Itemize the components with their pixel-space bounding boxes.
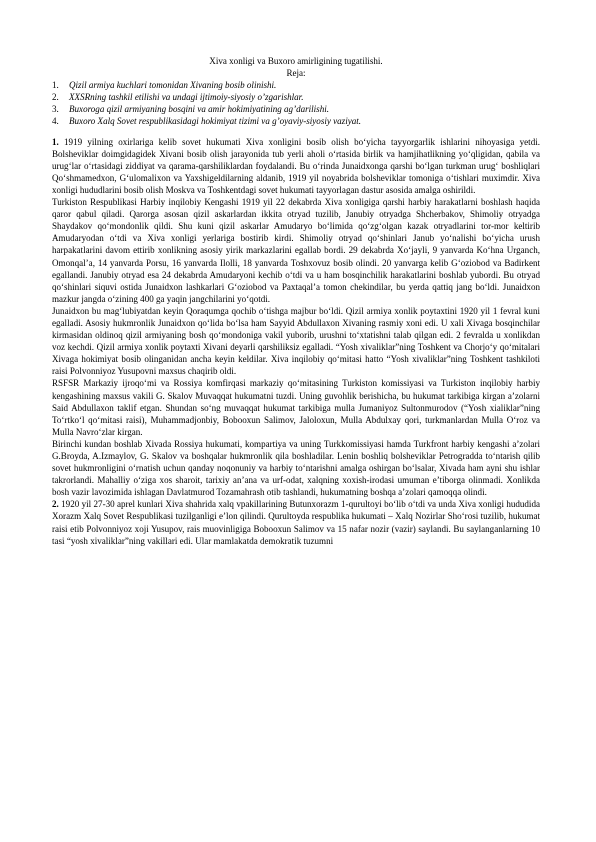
body-paragraph [52,438,540,498]
plan-item-text: Buxoro Xalq Sovet respublikasidagi hokimiyat tizimi va g’oyaviy-siyosiy vaziyat. [69,116,362,127]
plan-item-number: 3. [52,104,59,115]
paragraph-text: 1920 yil 27-30 aprel kunlari Xiva shahrida xalq vpakillarining Butunxorazm 1-qurultoyi bo‘lib o‘tdi va unda Xiva xonligi hududida Xorazm Xalq Sovet Respublikasi tuzilganligi e’lon qilindi. Qurultoyda respublika hukumati – Xalq Nozirlar Sho‘rosi tuzilib, hukumat raisi etib Polvonniyoz xoji Yusupov, rais muovinligiga Bobooxun Salimov va 15 nafar nozir (vazir) saylandi. Bu saylanganlarning 10 tasi “yosh xivaliklar”ning vakillari edi. Ular mamlakatda demokratik tuzumni [52,499,540,546]
plan-item-number: 2. [52,92,59,103]
plan-item [52,79,540,91]
section-number: 2. [52,499,59,510]
plan-list [52,79,540,127]
body-paragraph [52,305,540,378]
document-page [52,55,540,547]
body-paragraph [52,196,540,305]
plan-item [52,115,540,127]
plan-item-text: Qizil armiya kuchlari tomonidan Xivaning bosib olinishi. [69,80,277,91]
plan-item [52,91,540,103]
paragraph-text: RSFSR Markaziy ijroqo‘mi va Rossiya komfirqasi markaziy qo‘mitasining Turkiston komissiyasi va Turkiston inqilobiy harbiy kengashining maxsus vakili G. Skalov Muvaqqat hukumatni tuzdi. Uning guvohlik berishicha, bu hukumat tarkibiga kirgan a’zolarni Said Abdullaxon taklif etgan. Shundan so‘ng muvaqqat hukumat tarkibiga mulla Jumaniyoz Sultonmurodov (“Yosh xialiklar”ning To‘rtko‘l qo‘mitasi raisi), Muhammadjonbiy, Bobooxun Salimov, Jaloloxun, Mulla Abdulxay qori, turkmanlardan Mulla O‘roz va Mulla Navro‘zlar kirgan. [52,378,540,437]
plan-item-text: XXSRning tashkil etilishi va undagi ijtimoiy-siyosiy o’zgarishlar. [69,92,304,103]
paragraph-text: Birinchi kundan boshlab Xivada Rossiya hukumati, kompartiya va uning Turkkomissiyasi hamda Turkfront harbiy kengashi a’zolari G.Broyda, A.Izmaylov, G. Skalov va boshqalar hukmronlik qila boshladilar. Lenin boshliq bolsheviklar Petrogradda to‘ntarish qilib sovet hukmronligini o‘rnatish uchun qanday noqonuniy va harbiy to‘ntarishni amalga oshirgan bo‘lsalar, Xivada ham ayni shu ishlar takrorlandi. Mahalliy o‘ziga xos sharoit, tarixiy an’ana va urf-odat, xalqning xoxish-irodasi umuman e’tiborga olinmadi. Xonlikda bosh vazir lavozimida ishlagan Davlatmurod Tozamahrash otib tashlandi, hukumatning boshqa a’zolari qamoqqa olindi. [52,438,540,498]
paragraph-text: Junaidxon bu mag‘lubiyatdan keyin Qoraqumga qochib o‘tishga majbur bo‘ldi. Qizil armiya xonlik poytaxtini 1920 yil 1 fevral kuni egalladi. Asosiy hukmronlik Junaidxon qo‘lida bo‘lsa ham Sayyid Abdullaxon Xivaning rasmiy xoni edi. U xali Xivaga bosqinchilar kirmasidan oldinoq qizil armiyaning bosh qo‘mondoniga vakil yuborib, urushni to‘xtatishni talab qilgan edi. 2 fevralda u xonlikdan voz kechdi. Qizil armiya xonlik poytaxti Xivani deyarli qarshiliksiz egalladi. “Yosh xivaliklar”ning Toshkent va Chorjo‘y qo‘mitalari Xivaga hokimiyat bosib olinganidan ancha keyin keldilar. Xiva inqilobiy qo‘mitasi hatto “Yosh xivaliklar”ning Toshkent tashkiloti raisi Polvonniyoz Yusupovni maxsus chaqirib oldi. [52,305,540,377]
document-title: Xiva xonligi va Buxoro amirligining tugatilishi. [209,56,383,66]
section-number: 1. [52,136,59,147]
plan-item-number: 4. [52,116,59,127]
body-paragraph [52,377,540,437]
paragraph-text: 1919 yilning oxirlariga kelib sovet hukumati Xiva xonligini bosib olish bo‘yicha tayyorgarlik ishlarini nihoyasiga yetdi. Bolsheviklar doimgidagidek Xivani bosib olish jarayonida tub yerli aholi o‘rtasida birlik va hamjihatlikning yo‘qligidan, qabila va urug‘lar o‘rtasidagi ziddiyat va qarama-qarshiliklardan foydalandi. Bu o‘rinda Junaidxonga qarshi bo‘lgan turkman urug‘ boshliqlari Qo‘shmamedxon, G‘ulomalixon va Yaxshigeldilarning aldanib, 1919 yil noyabrida bolsheviklar tomoniga o‘tishlari muximdir. Xiva xonligi hududlarini bosib olish Moskva va Toshkentdagi sovet hukumati tayyorlagan dastur asosida amalga oshirildi. [52,136,540,195]
body-paragraph [52,498,540,546]
paragraph-text: Turkiston Respublikasi Harbiy inqilobiy Kengashi 1919 yil 22 dekabrda Xiva xonligiga qarshi harbiy harakatlarni boshlash haqida qaror qabul qiladi. Qarorga asosan qizil askarlardan ikkita otryad tuzilib, Janubiy otryadga Shcherbakov, Shimoliy otryadga Shaydakov qo‘mondonlik qildi. Shu kuni qizil askarlar Amudaryo bo‘limida qo‘zg‘olgan kazak otryadlarini tor-mor keltirib Amudaryodan o‘tdi va Xiva xonligi yerlariga bostirib kirdi. Shimoliy otryad qo‘shinlari Janub yo‘nalishi bo‘yicha urush harpakatlarini davom ettirib xonlikning asosiy yirik markazlarini egallab bordi. 29 dekabrda Xo‘jayli, 9 yanvarda Ko‘hna Urganch, Omonqal’a, 14 yanvarda Porsu, 16 yanvarda Ilolli, 18 yanvarda Toshxovuz bosib olindi. 20 yanvarga kelib G‘oziobod va Badirkent egallandi. Janubiy otryad esa 24 dekabrda Amudaryoni kechib o‘tdi va u ham bosqinchilik harakatlarini boshlab yubordi. Bu otryad qo‘shinlari siquvi ostida Junaidxon lashkarlari G‘oziobod va Paxtaqal’a tomon chekindilar, bu yerda qattiq jang bo‘ldi. Junaidxon mazkur jangda o‘zining 400 ga yaqin jangchilarini yo‘qotdi. [52,197,540,304]
plan-heading: Reja: [286,68,306,79]
plan-item-number: 1. [52,80,59,91]
body-paragraph [52,136,540,196]
plan-item-text: Buxoroga qizil armiyaning bosqini va amir hokimiyatining ag’darilishi. [69,104,330,115]
plan-item [52,103,540,115]
